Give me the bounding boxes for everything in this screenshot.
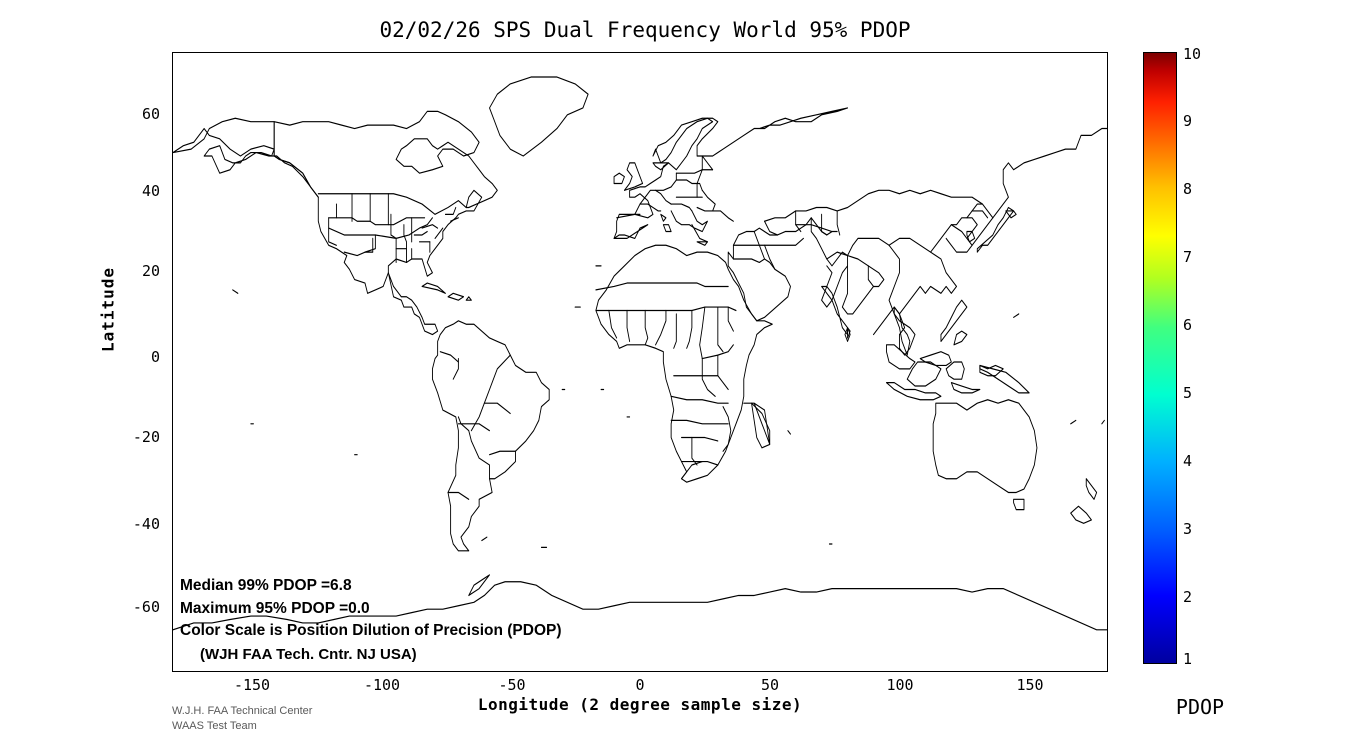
colorbar-tick-4: 4	[1183, 452, 1193, 470]
annotation-source: (WJH FAA Tech. Cntr. NJ USA)	[200, 646, 417, 663]
colorbar	[1143, 52, 1177, 664]
colorbar-tick-5: 5	[1183, 384, 1193, 402]
x-tick-100: 100	[886, 676, 914, 694]
y-tick--20: -20	[132, 428, 160, 446]
colorbar-tick-3: 3	[1183, 520, 1193, 538]
x-tick-50: 50	[760, 676, 780, 694]
chart-title: 02/02/26 SPS Dual Frequency World 95% PDOP	[379, 18, 911, 42]
colorbar-tick-7: 7	[1183, 248, 1193, 266]
colorbar-title: PDOP	[1175, 695, 1225, 719]
y-tick-60: 60	[141, 105, 160, 123]
x-tick--100: -100	[363, 676, 401, 694]
footer-line-1: W.J.H. FAA Technical Center	[172, 705, 313, 717]
colorbar-tick-8: 8	[1183, 180, 1193, 198]
x-axis-label: Longitude (2 degree sample size)	[477, 695, 803, 714]
y-tick--60: -60	[132, 598, 160, 616]
y-tick-20: 20	[141, 262, 160, 280]
colorbar-tick-10: 10	[1183, 45, 1202, 63]
footer-line-2: WAAS Test Team	[172, 720, 257, 732]
colorbar-tick-1: 1	[1183, 650, 1193, 668]
y-axis-label: Latitude	[98, 266, 118, 353]
colorbar-tick-9: 9	[1183, 112, 1193, 130]
y-tick--40: -40	[132, 515, 160, 533]
y-tick-40: 40	[141, 182, 160, 200]
annotation-median: Median 99% PDOP =6.8	[180, 577, 352, 594]
annotation-maximum: Maximum 95% PDOP =0.0	[180, 600, 370, 617]
colorbar-tick-6: 6	[1183, 316, 1193, 334]
colorbar-tick-2: 2	[1183, 588, 1193, 606]
annotation-color-scale: Color Scale is Position Dilution of Precision (PDOP)	[180, 622, 562, 639]
x-tick-150: 150	[1016, 676, 1044, 694]
x-tick-0: 0	[635, 676, 645, 694]
y-tick-0: 0	[150, 348, 160, 366]
x-tick--50: -50	[498, 676, 526, 694]
x-tick--150: -150	[233, 676, 271, 694]
